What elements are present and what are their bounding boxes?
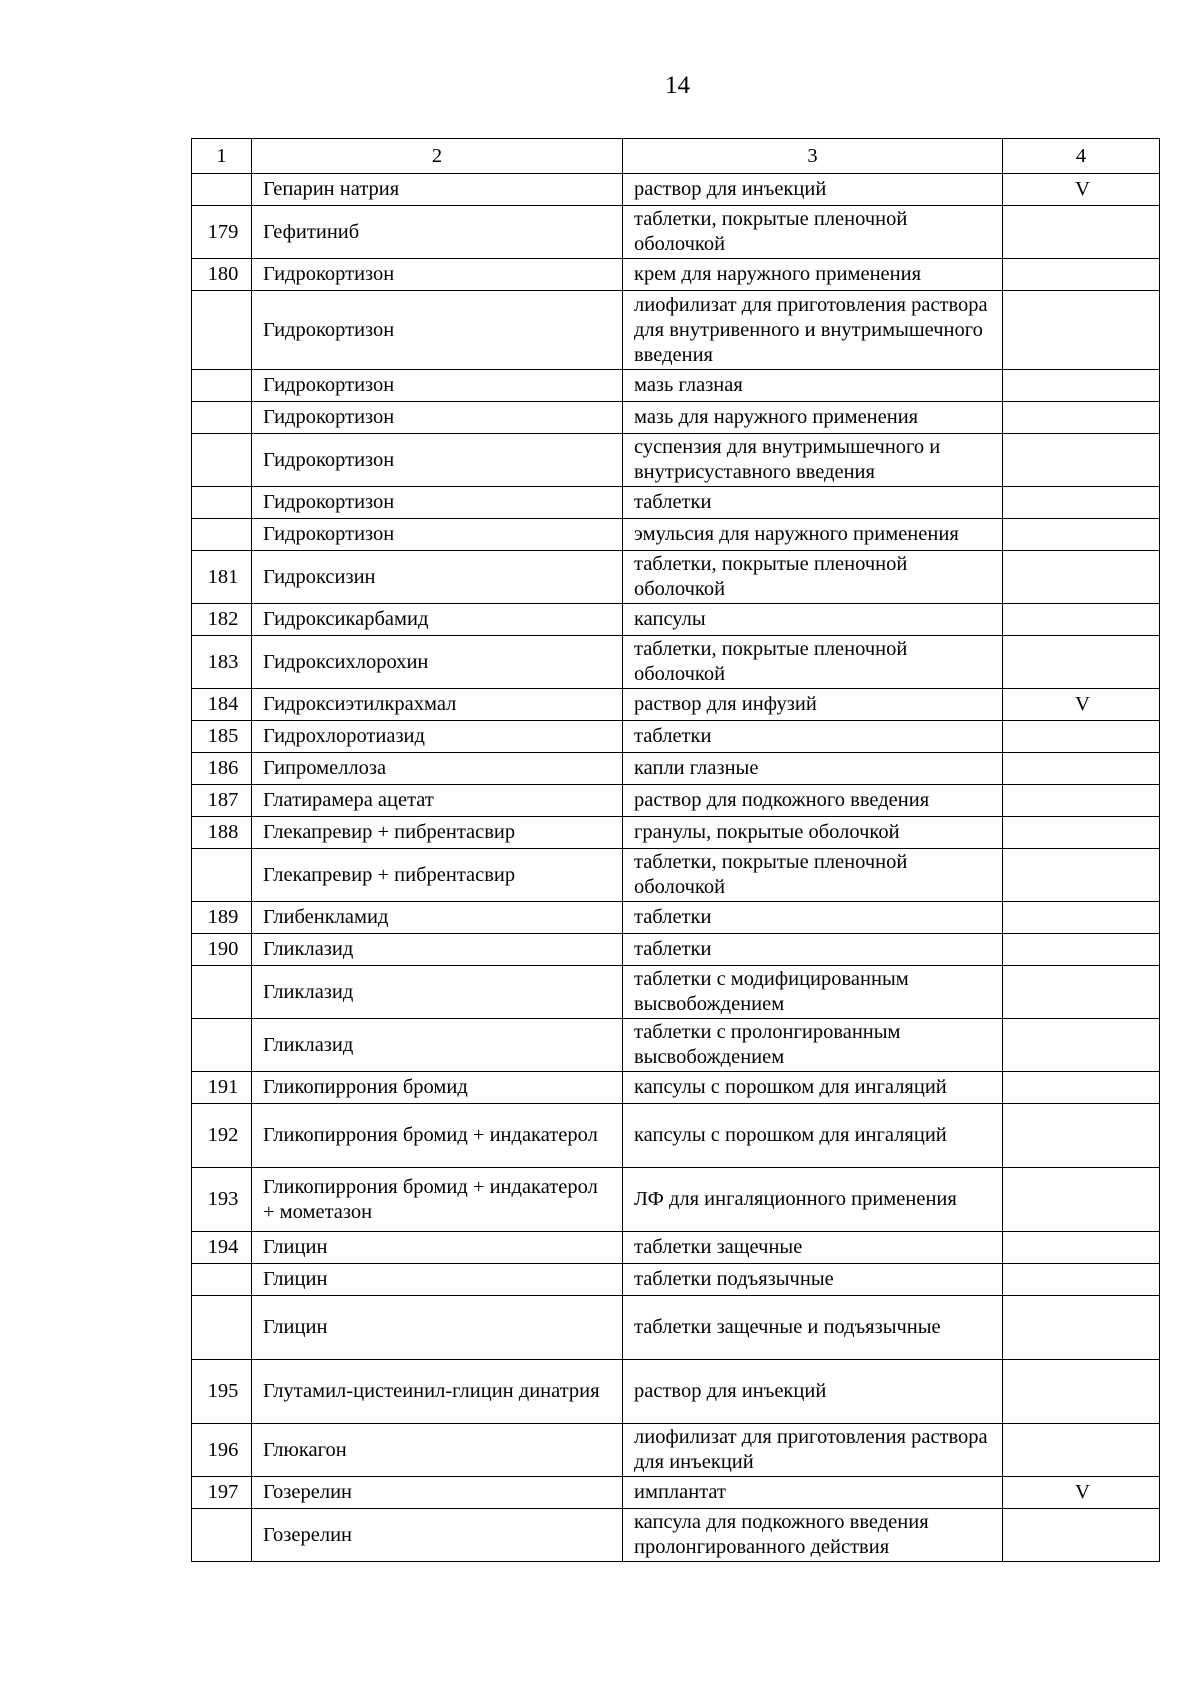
drug-name-cell: Глутамил-цистеинил-глицин динатрия xyxy=(252,1360,623,1424)
row-number-cell: 186 xyxy=(192,753,252,785)
drug-name-cell: Гозерелин xyxy=(252,1477,623,1509)
drug-name-cell: Гипромеллоза xyxy=(252,753,623,785)
row-number-cell: 185 xyxy=(192,721,252,753)
row-number-cell: 184 xyxy=(192,689,252,721)
row-number-cell: 192 xyxy=(192,1104,252,1168)
table-row xyxy=(192,291,1160,370)
dosage-form-cell: таблетки с модифицированным высвобождением xyxy=(623,966,1003,1019)
mark-cell xyxy=(1003,902,1160,934)
mark-cell xyxy=(1003,1264,1160,1296)
dosage-form-cell: таблетки, покрытые пленочной оболочкой xyxy=(623,551,1003,604)
mark-cell xyxy=(1003,1296,1160,1360)
table-row xyxy=(192,434,1160,487)
dosage-form-cell: имплантат xyxy=(623,1477,1003,1509)
dosage-form-cell: эмульсия для наружного применения xyxy=(623,519,1003,551)
column-header-3: 3 xyxy=(623,139,1003,174)
drug-name-cell: Гликлазид xyxy=(252,966,623,1019)
mark-cell xyxy=(1003,721,1160,753)
mark-cell xyxy=(1003,636,1160,689)
drug-name-cell: Глицин xyxy=(252,1264,623,1296)
dosage-form-cell: раствор для инфузий xyxy=(623,689,1003,721)
table-row xyxy=(192,1477,1160,1509)
table-row xyxy=(192,551,1160,604)
row-number-cell xyxy=(192,370,252,402)
drug-name-cell: Гидрохлоротиазид xyxy=(252,721,623,753)
dosage-form-cell: таблетки защечные и подъязычные xyxy=(623,1296,1003,1360)
dosage-form-cell: суспензия для внутримышечного и внутрисуставного введения xyxy=(623,434,1003,487)
page-number: 14 xyxy=(665,72,690,99)
mark-cell xyxy=(1003,753,1160,785)
table-row xyxy=(192,1232,1160,1264)
drug-name-cell: Гидроксиэтилкрахмал xyxy=(252,689,623,721)
dosage-form-cell: таблетки подъязычные xyxy=(623,1264,1003,1296)
dosage-form-cell: таблетки с пролонгированным высвобождением xyxy=(623,1019,1003,1072)
dosage-form-cell: капсулы xyxy=(623,604,1003,636)
row-number-cell: 196 xyxy=(192,1424,252,1477)
dosage-form-cell: мазь для наружного применения xyxy=(623,402,1003,434)
drug-table xyxy=(191,138,1160,1562)
dosage-form-cell: капсулы с порошком для ингаляций xyxy=(623,1072,1003,1104)
mark-cell xyxy=(1003,291,1160,370)
table-row xyxy=(192,1296,1160,1360)
row-number-cell: 181 xyxy=(192,551,252,604)
row-number-cell: 194 xyxy=(192,1232,252,1264)
dosage-form-cell: капли глазные xyxy=(623,753,1003,785)
drug-name-cell: Гликопиррония бромид + индакатерол + мометазон xyxy=(252,1168,623,1232)
table-row xyxy=(192,1019,1160,1072)
drug-name-cell: Гидрокортизон xyxy=(252,402,623,434)
dosage-form-cell: таблетки xyxy=(623,934,1003,966)
dosage-form-cell: мазь глазная xyxy=(623,370,1003,402)
table-row xyxy=(192,849,1160,902)
drug-name-cell: Гликопиррония бромид + индакатерол xyxy=(252,1104,623,1168)
row-number-cell xyxy=(192,1296,252,1360)
drug-name-cell: Гликопиррония бромид xyxy=(252,1072,623,1104)
drug-name-cell: Гепарин натрия xyxy=(252,174,623,206)
row-number-cell: 190 xyxy=(192,934,252,966)
mark-cell: V xyxy=(1003,689,1160,721)
drug-name-cell: Глицин xyxy=(252,1232,623,1264)
row-number-cell xyxy=(192,849,252,902)
row-number-cell xyxy=(192,291,252,370)
drug-name-cell: Гидрокортизон xyxy=(252,434,623,487)
table-row xyxy=(192,1264,1160,1296)
dosage-form-cell: таблетки, покрытые пленочной оболочкой xyxy=(623,206,1003,259)
row-number-cell xyxy=(192,1264,252,1296)
mark-cell xyxy=(1003,551,1160,604)
table-row xyxy=(192,785,1160,817)
mark-cell xyxy=(1003,1232,1160,1264)
drug-name-cell: Гликлазид xyxy=(252,934,623,966)
dosage-form-cell: капсулы с порошком для ингаляций xyxy=(623,1104,1003,1168)
dosage-form-cell: таблетки xyxy=(623,487,1003,519)
dosage-form-cell: таблетки xyxy=(623,902,1003,934)
table-row xyxy=(192,753,1160,785)
table-row xyxy=(192,902,1160,934)
drug-name-cell: Глекапревир + пибрентасвир xyxy=(252,817,623,849)
mark-cell xyxy=(1003,604,1160,636)
dosage-form-cell: капсула для подкожного введения пролонгированного действия xyxy=(623,1509,1003,1562)
row-number-cell xyxy=(192,1019,252,1072)
row-number-cell: 189 xyxy=(192,902,252,934)
row-number-cell: 193 xyxy=(192,1168,252,1232)
mark-cell xyxy=(1003,370,1160,402)
drug-name-cell: Гидрокортизон xyxy=(252,370,623,402)
drug-name-cell: Гликлазид xyxy=(252,1019,623,1072)
mark-cell: V xyxy=(1003,174,1160,206)
dosage-form-cell: таблетки xyxy=(623,721,1003,753)
drug-name-cell: Гидрокортизон xyxy=(252,259,623,291)
table-row xyxy=(192,259,1160,291)
row-number-cell xyxy=(192,402,252,434)
mark-cell xyxy=(1003,1424,1160,1477)
mark-cell xyxy=(1003,934,1160,966)
dosage-form-cell: раствор для инъекций xyxy=(623,1360,1003,1424)
drug-name-cell: Глатирамера ацетат xyxy=(252,785,623,817)
mark-cell xyxy=(1003,817,1160,849)
row-number-cell: 195 xyxy=(192,1360,252,1424)
drug-name-cell: Гефитиниб xyxy=(252,206,623,259)
drug-name-cell: Гидроксикарбамид xyxy=(252,604,623,636)
mark-cell xyxy=(1003,849,1160,902)
table-row xyxy=(192,1072,1160,1104)
drug-name-cell: Гидрокортизон xyxy=(252,487,623,519)
mark-cell xyxy=(1003,519,1160,551)
drug-name-cell: Глицин xyxy=(252,1296,623,1360)
row-number-cell: 179 xyxy=(192,206,252,259)
mark-cell xyxy=(1003,1360,1160,1424)
table-row xyxy=(192,370,1160,402)
mark-cell xyxy=(1003,966,1160,1019)
row-number-cell: 183 xyxy=(192,636,252,689)
table-row xyxy=(192,487,1160,519)
table-row xyxy=(192,519,1160,551)
table-row xyxy=(192,1168,1160,1232)
row-number-cell: 180 xyxy=(192,259,252,291)
dosage-form-cell: лиофилизат для приготовления раствора для инъекций xyxy=(623,1424,1003,1477)
row-number-cell xyxy=(192,966,252,1019)
mark-cell xyxy=(1003,1168,1160,1232)
dosage-form-cell: крем для наружного применения xyxy=(623,259,1003,291)
mark-cell xyxy=(1003,206,1160,259)
row-number-cell xyxy=(192,487,252,519)
table-row xyxy=(192,1509,1160,1562)
row-number-cell: 191 xyxy=(192,1072,252,1104)
table-row xyxy=(192,721,1160,753)
drug-name-cell: Глибенкламид xyxy=(252,902,623,934)
mark-cell xyxy=(1003,487,1160,519)
mark-cell xyxy=(1003,259,1160,291)
mark-cell xyxy=(1003,1019,1160,1072)
drug-name-cell: Гидрокортизон xyxy=(252,291,623,370)
mark-cell xyxy=(1003,1072,1160,1104)
table-row xyxy=(192,604,1160,636)
column-header-4: 4 xyxy=(1003,139,1160,174)
drug-name-cell: Гидроксихлорохин xyxy=(252,636,623,689)
mark-cell xyxy=(1003,785,1160,817)
mark-cell xyxy=(1003,1509,1160,1562)
table-row xyxy=(192,689,1160,721)
table-row xyxy=(192,1104,1160,1168)
table-row xyxy=(192,817,1160,849)
dosage-form-cell: лиофилизат для приготовления раствора для внутривенного и внутримышечного введения xyxy=(623,291,1003,370)
row-number-cell: 197 xyxy=(192,1477,252,1509)
mark-cell: V xyxy=(1003,1477,1160,1509)
table-row xyxy=(192,402,1160,434)
dosage-form-cell: ЛФ для ингаляционного применения xyxy=(623,1168,1003,1232)
drug-name-cell: Глекапревир + пибрентасвир xyxy=(252,849,623,902)
row-number-cell: 187 xyxy=(192,785,252,817)
dosage-form-cell: гранулы, покрытые оболочкой xyxy=(623,817,1003,849)
row-number-cell xyxy=(192,1509,252,1562)
mark-cell xyxy=(1003,434,1160,487)
column-header-2: 2 xyxy=(252,139,623,174)
drug-name-cell: Гозерелин xyxy=(252,1509,623,1562)
table-row xyxy=(192,1424,1160,1477)
row-number-cell xyxy=(192,519,252,551)
dosage-form-cell: таблетки, покрытые пленочной оболочкой xyxy=(623,849,1003,902)
table-row xyxy=(192,1360,1160,1424)
column-header-1: 1 xyxy=(192,139,252,174)
dosage-form-cell: раствор для подкожного введения xyxy=(623,785,1003,817)
row-number-cell xyxy=(192,434,252,487)
table-row xyxy=(192,966,1160,1019)
table-row xyxy=(192,206,1160,259)
row-number-cell xyxy=(192,174,252,206)
dosage-form-cell: таблетки, покрытые пленочной оболочкой xyxy=(623,636,1003,689)
mark-cell xyxy=(1003,402,1160,434)
row-number-cell: 182 xyxy=(192,604,252,636)
row-number-cell: 188 xyxy=(192,817,252,849)
drug-name-cell: Глюкагон xyxy=(252,1424,623,1477)
mark-cell xyxy=(1003,1104,1160,1168)
table-header-row xyxy=(192,139,1160,174)
dosage-form-cell: раствор для инъекций xyxy=(623,174,1003,206)
table-row xyxy=(192,636,1160,689)
table-row xyxy=(192,934,1160,966)
drug-name-cell: Гидроксизин xyxy=(252,551,623,604)
dosage-form-cell: таблетки защечные xyxy=(623,1232,1003,1264)
table-row xyxy=(192,174,1160,206)
drug-name-cell: Гидрокортизон xyxy=(252,519,623,551)
